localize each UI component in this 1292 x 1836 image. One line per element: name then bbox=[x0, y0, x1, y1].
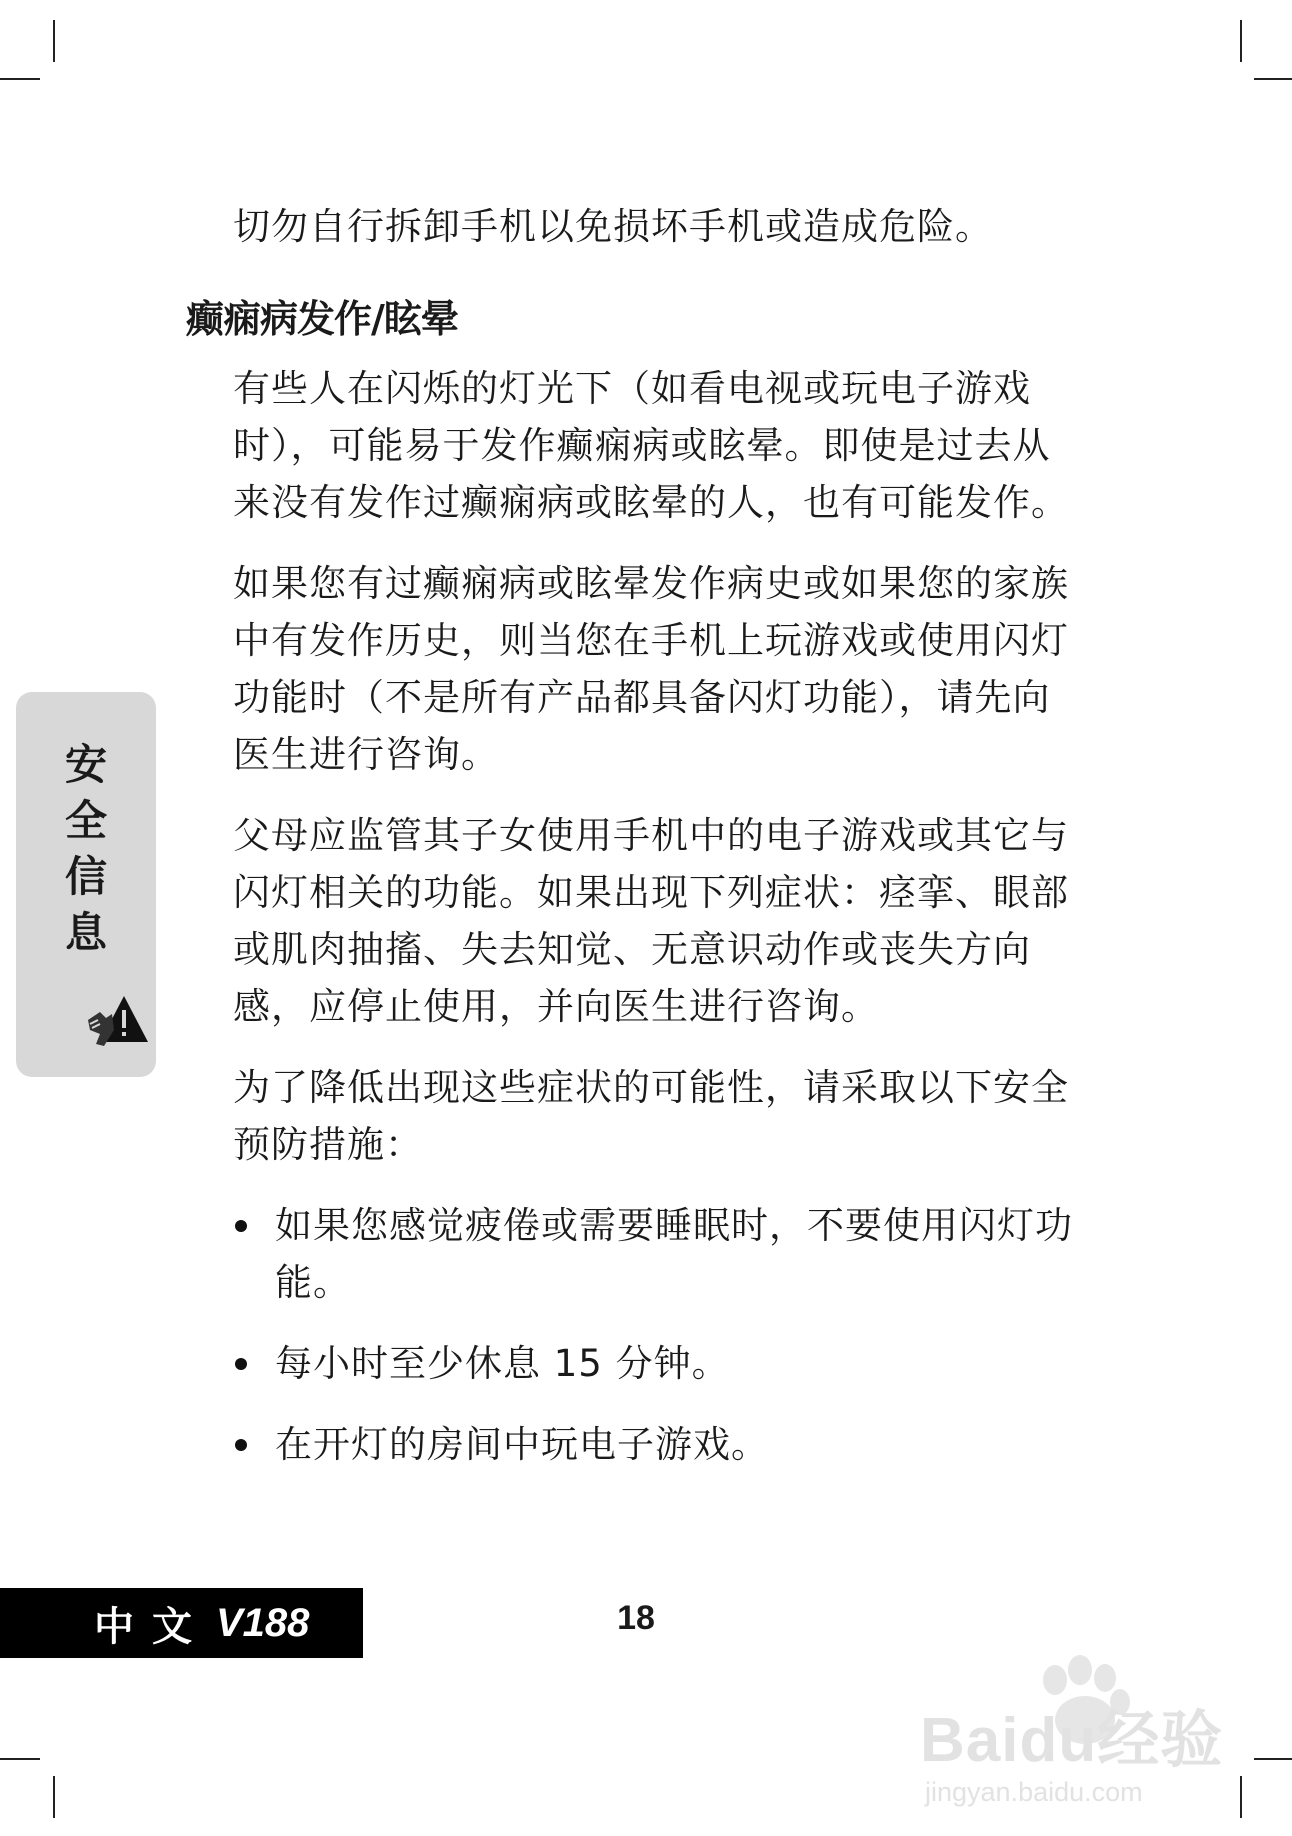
crop-mark-bottom-right-h bbox=[1254, 1758, 1292, 1760]
bullet-dot-icon bbox=[235, 1220, 247, 1232]
crop-mark-bottom-right-v bbox=[1240, 1776, 1242, 1818]
tab-char: 息 bbox=[64, 908, 107, 957]
footer-language: 中文 bbox=[94, 1604, 210, 1649]
crop-mark-bottom-left-v bbox=[53, 1776, 55, 1818]
paragraph-parents-warning: 父母应监管其子女使用手机中的电子游戏或其它与闪灯相关的功能。如果出现下列症状：痉挛、眼部或肌肉抽搐、失去知觉、无意识动作或丧失方向感，应停止使用，并向医生进行咨询。 bbox=[233, 814, 1069, 1028]
list-item: 每小时至少休息 15 分钟。 bbox=[233, 1335, 1085, 1392]
footer-model: V188 bbox=[216, 1600, 310, 1645]
safety-info-tab bbox=[16, 692, 156, 1077]
paragraph-precautions-intro: 为了降低出现这些症状的可能性，请采取以下安全预防措施： bbox=[233, 1066, 1069, 1166]
watermark-url: jingyan.baidu.com bbox=[925, 1777, 1143, 1807]
section-title: 癫痫病发作/眩晕 bbox=[186, 296, 458, 341]
tab-char: 全 bbox=[64, 796, 107, 845]
precautions-list bbox=[233, 1197, 1085, 1473]
bullet-dot-icon bbox=[235, 1439, 247, 1451]
footer-label bbox=[0, 1588, 363, 1658]
intro-line: 切勿自行拆卸手机以免损坏手机或造成危险。 bbox=[233, 205, 993, 248]
crop-mark-top-right-v bbox=[1240, 20, 1242, 62]
page-number: 18 bbox=[617, 1599, 655, 1637]
bullet-dot-icon bbox=[235, 1358, 247, 1370]
tab-char: 安 bbox=[64, 740, 107, 789]
body-text bbox=[233, 360, 1085, 1497]
paragraph-flicker-warning: 有些人在闪烁的灯光下（如看电视或玩电子游戏时），可能易于发作癫痫病或眩晕。即使是过去从来没有发作过癫痫病或眩晕的人，也有可能发作。 bbox=[233, 367, 1069, 524]
crop-mark-top-left-h bbox=[0, 78, 40, 80]
crop-mark-top-left-v bbox=[53, 20, 55, 62]
list-item: 如果您感觉疲倦或需要睡眠时，不要使用闪灯功能。 bbox=[233, 1197, 1085, 1311]
paragraph-history-warning: 如果您有过癫痫病或眩晕发作病史或如果您的家族中有发作历史，则当您在手机上玩游戏或使用闪灯功能时（不是所有产品都具备闪灯功能），请先向医生进行咨询。 bbox=[233, 562, 1069, 776]
warning-hand-icon bbox=[86, 990, 150, 1050]
tab-char: 信 bbox=[64, 852, 107, 901]
watermark-brand: Baidu经验 bbox=[920, 1706, 1224, 1775]
list-item: 在开灯的房间中玩电子游戏。 bbox=[233, 1416, 1085, 1473]
crop-mark-top-right-h bbox=[1254, 78, 1292, 80]
crop-mark-bottom-left-h bbox=[0, 1758, 40, 1760]
